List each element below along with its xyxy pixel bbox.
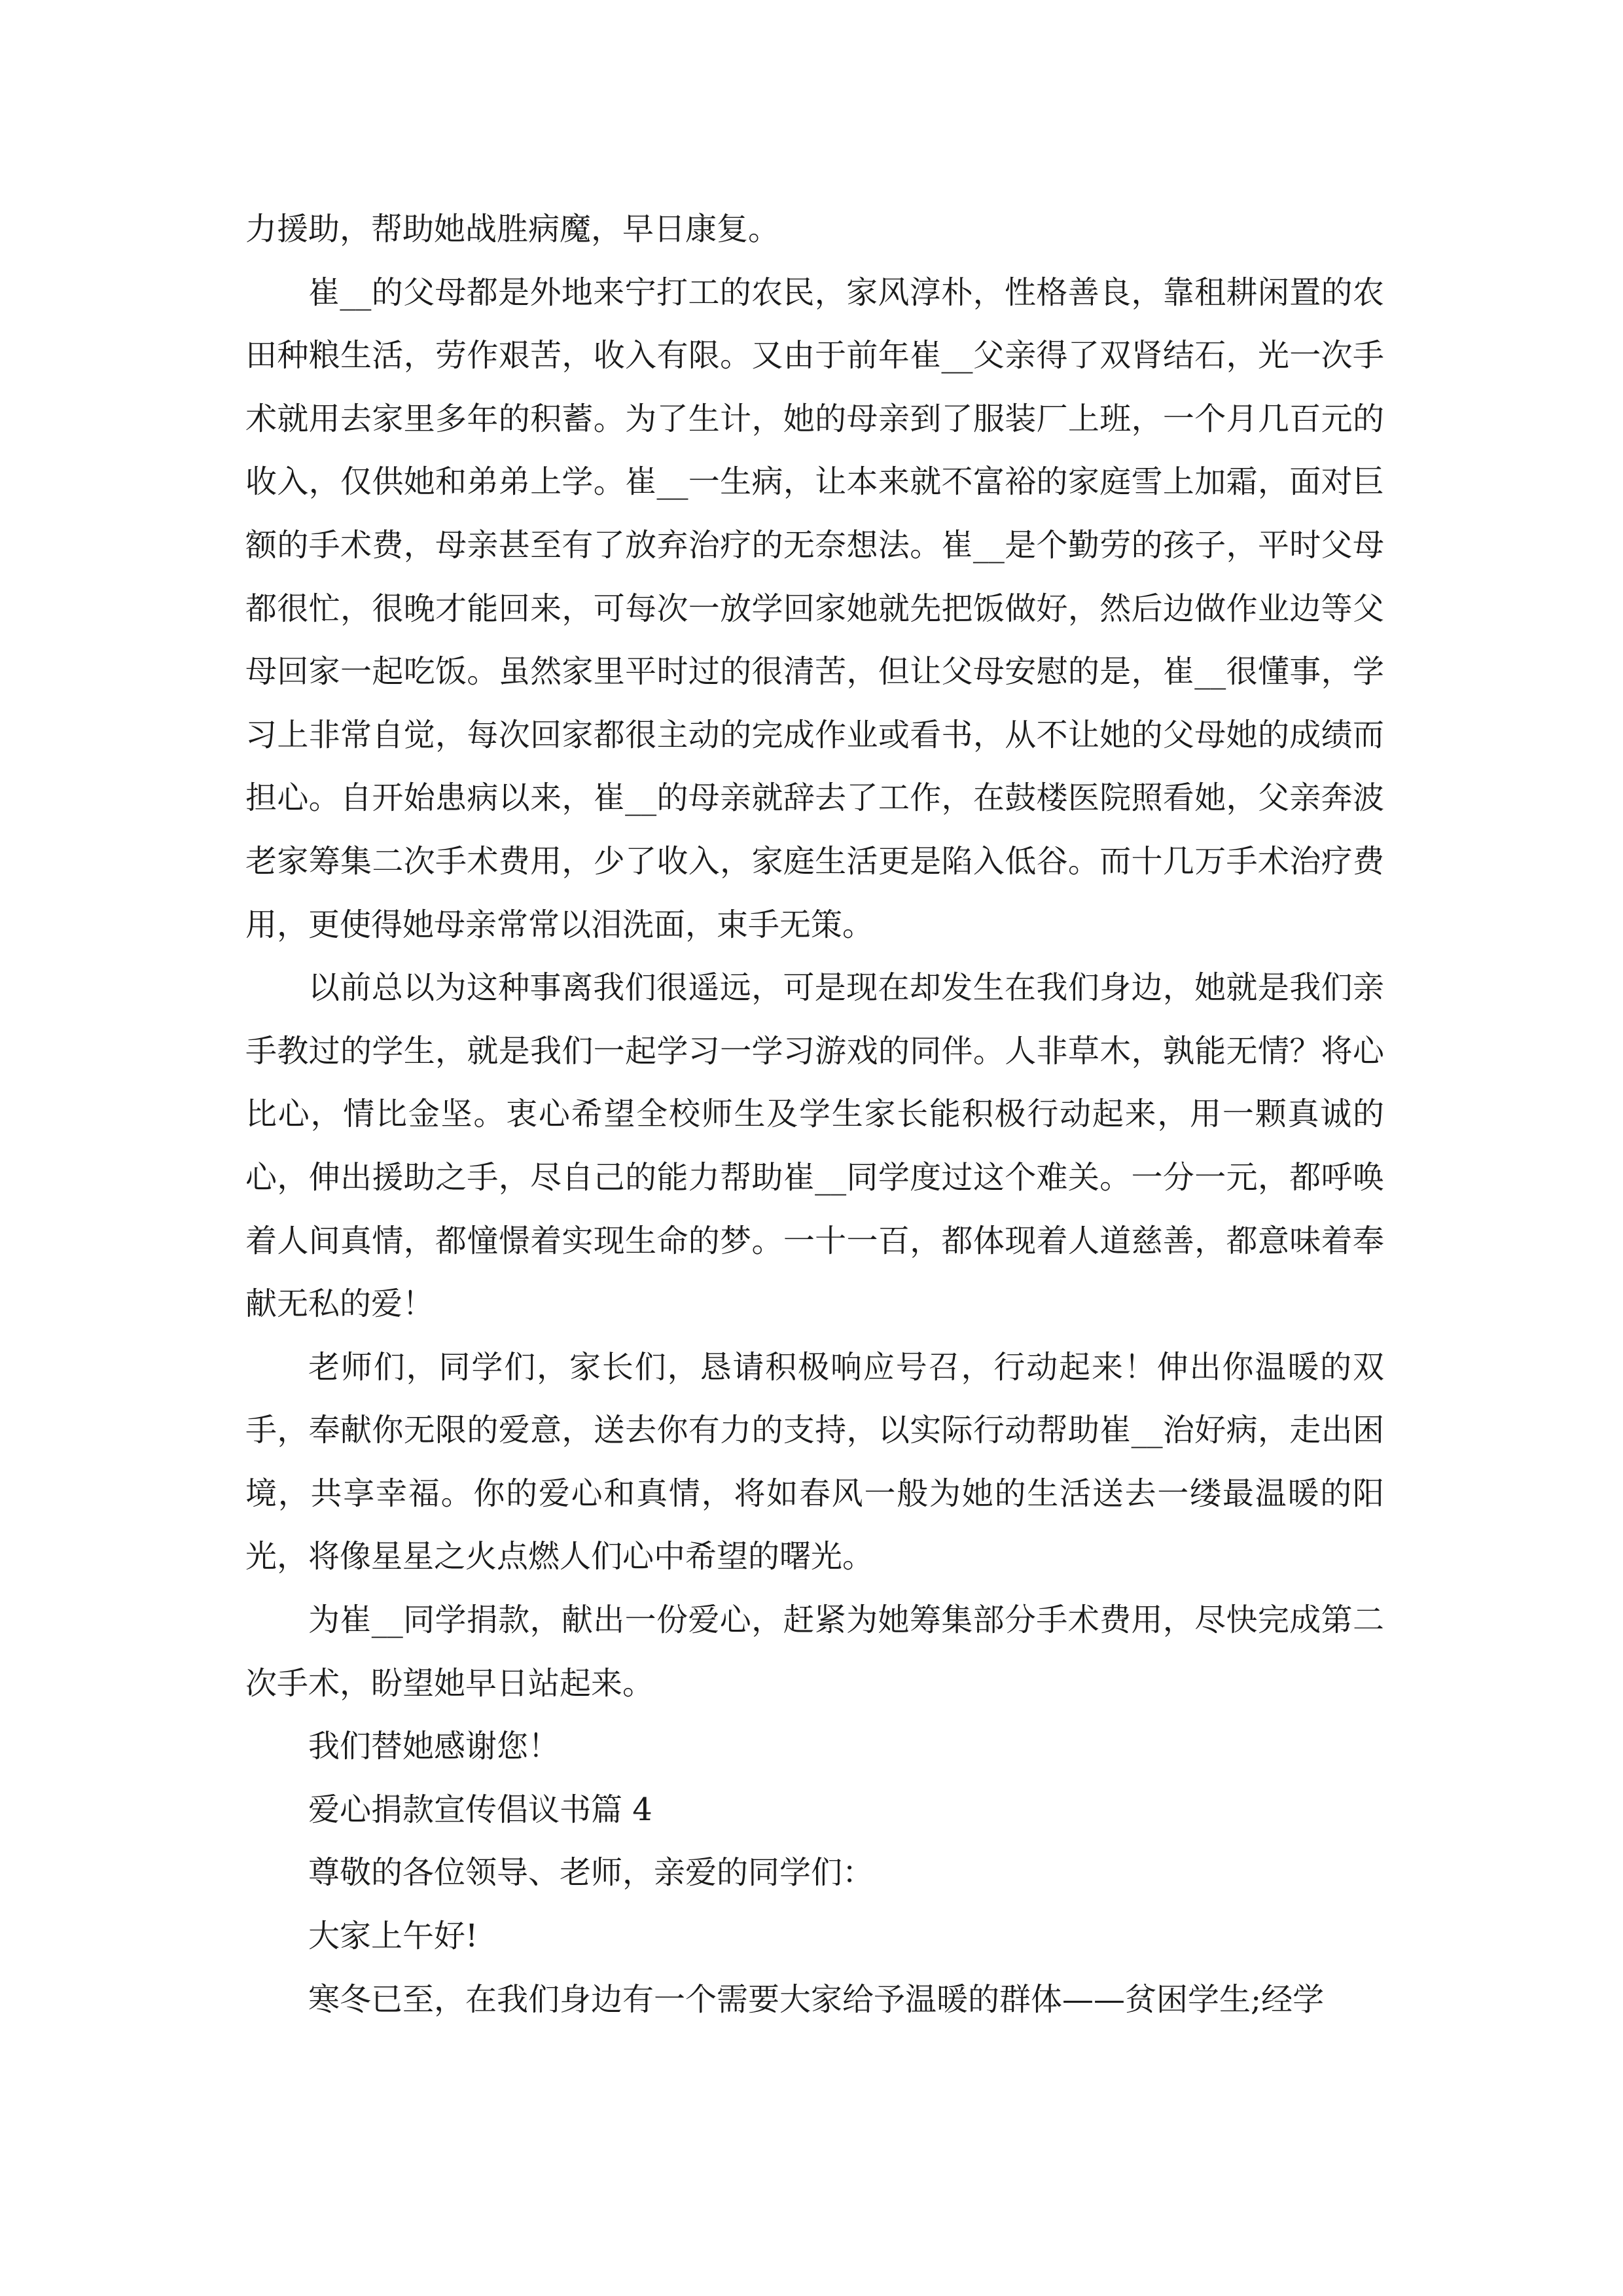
paragraph: 力援助，帮助她战胜病魔，早日康复。 — [245, 211, 780, 247]
paragraph: 以前总以为这种事离我们很遥远，可是现在却发生在我们身边，她就是我们亲手教过的学生，就是我们一起学习一学习游戏的同伴。人非草木，孰能无情？将心比心，情比金坚。衷心希望全校师生及学生家长能积极行动起来，用一颗真诚的心，伸出援助之手，尽自己的能力帮助崔__同学度过这个难关。一分一元，都呼唤着人间真情，都憧憬着实现生命的梦。一十一百，都体现着人道慈善，都意味着奉献无私的爱！ — [245, 969, 1384, 1323]
section-title: 爱心捐款宣传倡议书篇 4 — [308, 1791, 652, 1828]
paragraph: 寒冬已至，在我们身边有一个需要大家给予温暖的群体——贫困学生;经学 — [308, 1981, 1325, 2018]
salutation: 尊敬的各位领导、老师，亲爱的同学们： — [308, 1854, 874, 1892]
closing-line: 我们替她感谢您！ — [308, 1728, 560, 1765]
document-body — [245, 198, 1384, 2031]
greeting: 大家上午好! — [308, 1918, 478, 1955]
paragraph: 崔__的父母都是外地来宁打工的农民，家风淳朴，性格善良，靠租耕闲置的农田种粮生活，劳作艰苦，收入有限。又由于前年崔__父亲得了双肾结石，光一次手术就用去家里多年的积蓄。为了生计，她的母亲到了服装厂上班，一个月几百元的收入，仅供她和弟弟上学。崔__一生病，让本来就不富裕的家庭雪上加霜，面对巨额的手术费，母亲甚至有了放弃治疗的无奈想法。崔__是个勤劳的孩子，平时父母都很忙，很晚才能回来，可每次一放学回家她就先把饭做好，然后边做作业边等父母回家一起吃饭。虽然家里平时过的很清苦，但让父母安慰的是，崔__很懂事，学习上非常自觉，每次回家都很主动的完成作业或看书，从不让她的父母她的成绩而担心。自开始患病以来，崔__的母亲就辞去了工作，在鼓楼医院照看她，父亲奔波老家筹集二次手术费用，少了收入，家庭生活更是陷入低谷。而十几万手术治疗费用，更使得她母亲常常以泪洗面，束手无策。 — [245, 274, 1384, 943]
paragraph: 老师们，同学们，家长们，恳请积极响应号召，行动起来！伸出你温暖的双手，奉献你无限的爱意，送去你有力的支持，以实际行动帮助崔__治好病，走出困境，共享幸福。你的爱心和真情，将如春风一般为她的生活送去一缕最温暖的阳光，将像星星之火点燃人们心中希望的曙光。 — [245, 1348, 1384, 1575]
paragraph: 为崔__同学捐款，献出一份爱心，赶紧为她筹集部分手术费用，尽快完成第二次手术，盼望她早日站起来。 — [245, 1602, 1384, 1702]
